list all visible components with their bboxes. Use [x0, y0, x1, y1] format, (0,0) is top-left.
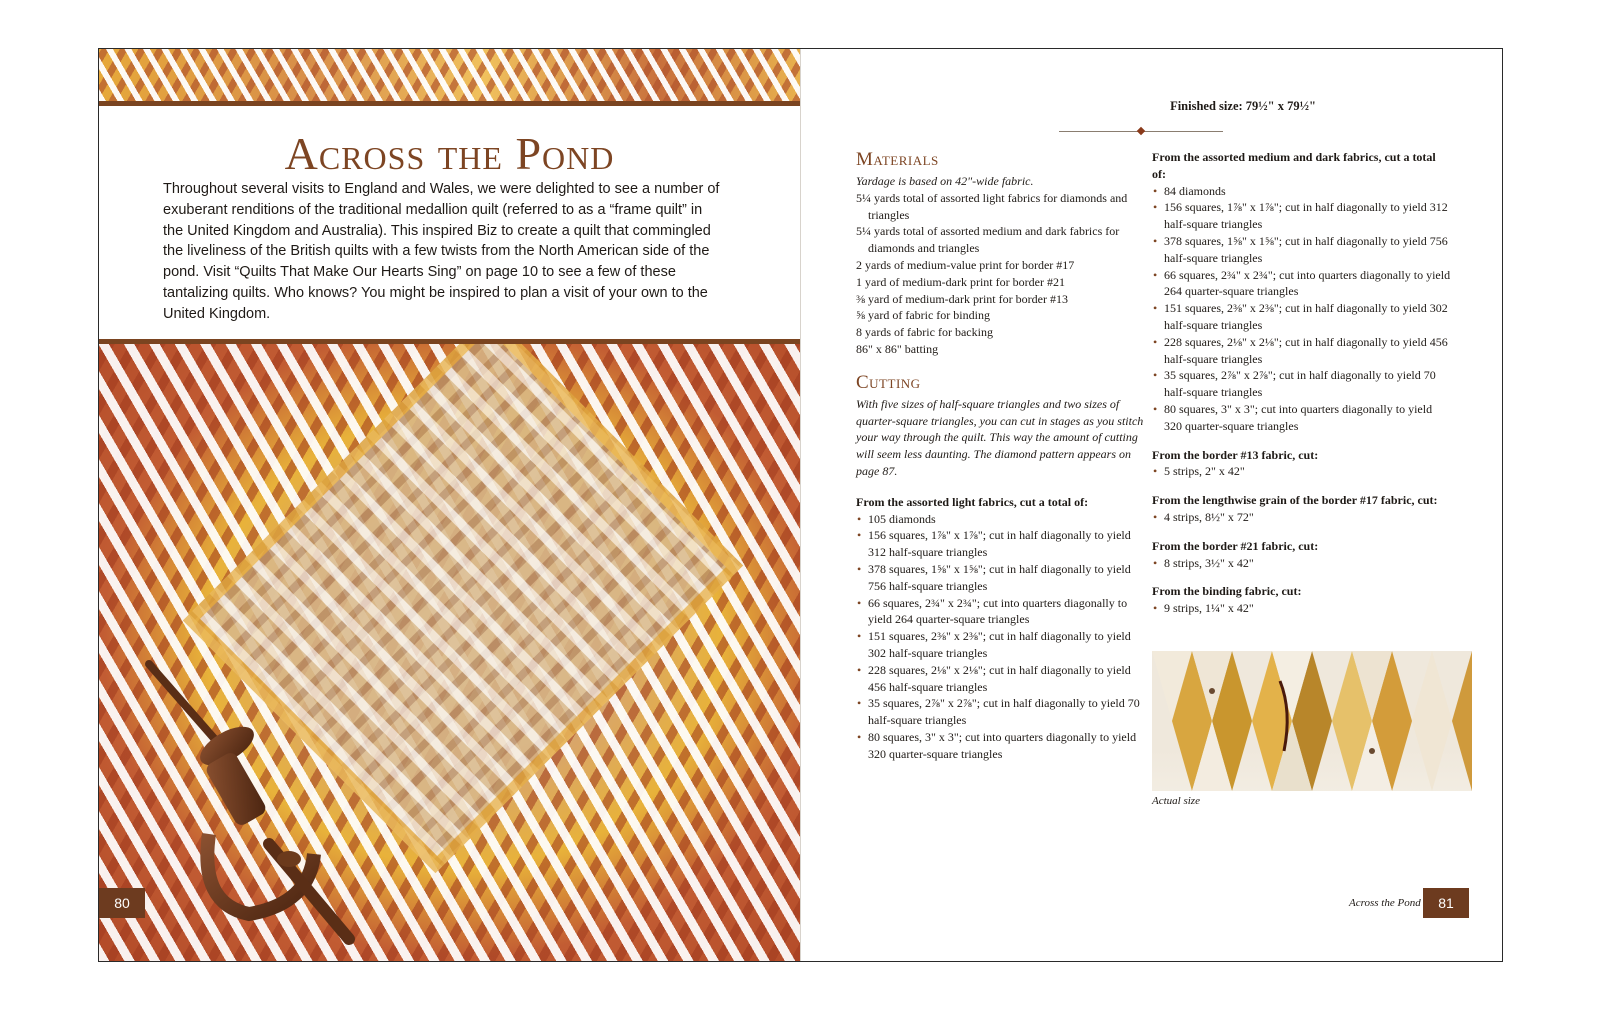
quilt-photo	[99, 344, 800, 961]
materials-list	[856, 190, 1146, 358]
list-item: 86" x 86" batting	[856, 341, 939, 356]
cutting-note: With five sizes of half-square triangles and two sizes of quarter-square triangles, you can cut in stages as you stitch your way through the quilt. This way the amount of cutting will seem less daunting. The diamond pattern appears on page 87.	[856, 396, 1144, 478]
cutting-heading: Cutting	[856, 371, 921, 393]
cutting-continued-column	[1152, 149, 1452, 617]
light-fabrics-heading: From the assorted light fabrics, cut a total of:	[856, 494, 1089, 509]
swatch-caption: Actual size	[1152, 795, 1200, 807]
list-item: 5¼ yards total of assorted medium and dark fabrics for diamonds and triangles	[856, 224, 1120, 256]
list-item: • 80 squares, 3" x 3"; cut into quarters diagonally to yield 320 quarter-square triangles	[1152, 401, 1452, 435]
fabric-swatch-photo	[1152, 651, 1472, 791]
wooden-bobbin-tool-icon	[139, 654, 369, 954]
list-item: • 151 squares, 2⅜" x 2⅜"; cut in half diagonally to yield 302 half-square triangles	[856, 628, 1146, 662]
binding-heading: From the binding fabric, cut:	[1152, 584, 1302, 599]
dark-fabrics-heading: From the assorted medium and dark fabrics, cut a total of:	[1152, 150, 1436, 181]
running-head: Across the Pond	[1349, 897, 1421, 909]
page-title: Across the Pond	[284, 128, 615, 179]
page-number-right: 81	[1423, 888, 1469, 918]
finished-size: Finished size: 79½" x 79½"	[1170, 99, 1316, 113]
border21-heading: From the border #21 fabric, cut:	[1152, 538, 1319, 553]
list-item: • 156 squares, 1⅞" x 1⅞"; cut in half diagonally to yield 312 half-square triangles	[856, 527, 1146, 561]
list-item: • 66 squares, 2¾" x 2¾"; cut into quarters diagonally to yield 264 quarter-square triangles	[856, 595, 1146, 629]
dark-fabrics-list	[1152, 183, 1452, 435]
binding-list	[1152, 600, 1452, 617]
list-item: • 35 squares, 2⅞" x 2⅞"; cut in half diagonally to yield 70 half-square triangles	[856, 695, 1146, 729]
header-rule	[99, 101, 800, 106]
list-item: • 8 strips, 3½" x 42"	[1152, 555, 1452, 572]
list-item: • 9 strips, 1¼" x 42"	[1152, 600, 1452, 617]
materials-heading: Materials	[856, 149, 939, 170]
list-item: ⅝ yard of fabric for binding	[856, 308, 990, 323]
diamond-ornament-icon	[1137, 127, 1145, 135]
border13-list	[1152, 463, 1452, 480]
page-number-left: 80	[99, 888, 145, 918]
list-item: 2 yards of medium-value print for border #17	[856, 257, 1075, 272]
list-item: • 35 squares, 2⅞" x 2⅞"; cut in half diagonally to yield 70 half-square triangles	[1152, 367, 1452, 401]
list-item: • 80 squares, 3" x 3"; cut into quarters diagonally to yield 320 quarter-square triangles	[856, 729, 1146, 763]
list-item: • 156 squares, 1⅞" x 1⅞"; cut in half diagonally to yield 312 half-square triangles	[1152, 199, 1452, 233]
list-item: • 378 squares, 1⅝" x 1⅝"; cut in half diagonally to yield 756 half-square triangles	[1152, 233, 1452, 267]
list-item: • 105 diamonds	[856, 511, 1146, 528]
left-page	[99, 49, 800, 961]
diamond-swatch-icon	[1152, 651, 1472, 791]
quilt-header-strip	[99, 49, 800, 101]
list-item: • 5 strips, 2" x 42"	[1152, 463, 1452, 480]
border13-heading: From the border #13 fabric, cut:	[1152, 447, 1319, 462]
list-item: • 378 squares, 1⅝" x 1⅝"; cut in half diagonally to yield 756 half-square triangles	[856, 561, 1146, 595]
light-fabrics-list	[856, 511, 1146, 763]
list-item: 5¼ yards total of assorted light fabrics for diamonds and triangles	[856, 190, 1128, 222]
list-item: • 84 diamonds	[1152, 183, 1452, 200]
list-item: 1 yard of medium-dark print for border #21	[856, 274, 1065, 289]
border17-list	[1152, 509, 1452, 526]
list-item: • 4 strips, 8½" x 72"	[1152, 509, 1452, 526]
materials-cutting-column	[856, 149, 1146, 763]
list-item: • 228 squares, 2⅛" x 2⅛"; cut in half diagonally to yield 456 half-square triangles	[856, 662, 1146, 696]
list-item: 8 yards of fabric for backing	[856, 325, 993, 340]
list-item: • 66 squares, 2¾" x 2¾"; cut into quarters diagonally to yield 264 quarter-square triangles	[1152, 267, 1452, 301]
right-page	[801, 49, 1502, 961]
border17-heading: From the lengthwise grain of the border #17 fabric, cut:	[1152, 493, 1438, 508]
list-item: • 151 squares, 2⅜" x 2⅜"; cut in half diagonally to yield 302 half-square triangles	[1152, 300, 1452, 334]
list-item: • 228 squares, 2⅛" x 2⅛"; cut in half diagonally to yield 456 half-square triangles	[1152, 334, 1452, 368]
list-item: ⅜ yard of medium-dark print for border #13	[856, 291, 1068, 306]
intro-paragraph: Throughout several visits to England and Wales, we were delighted to see a number of exuberant renditions of the traditional medallion quilt (referred to as a “frame quilt” in the United Kingdom and Australia). This inspired Biz to create a quilt that commingled the liveliness of the British quilts with a few twists from the North American side of the pond. Visit “Quilts That Make Our Hearts Sing” on page 10 to see a few of these tantalizing quilts. Who knows? You might be inspired to plan a visit of your own to the United Kingdom.	[163, 181, 720, 322]
border21-list	[1152, 555, 1452, 572]
book-spread	[98, 48, 1503, 962]
materials-note: Yardage is based on 42"-wide fabric.	[856, 174, 1034, 188]
